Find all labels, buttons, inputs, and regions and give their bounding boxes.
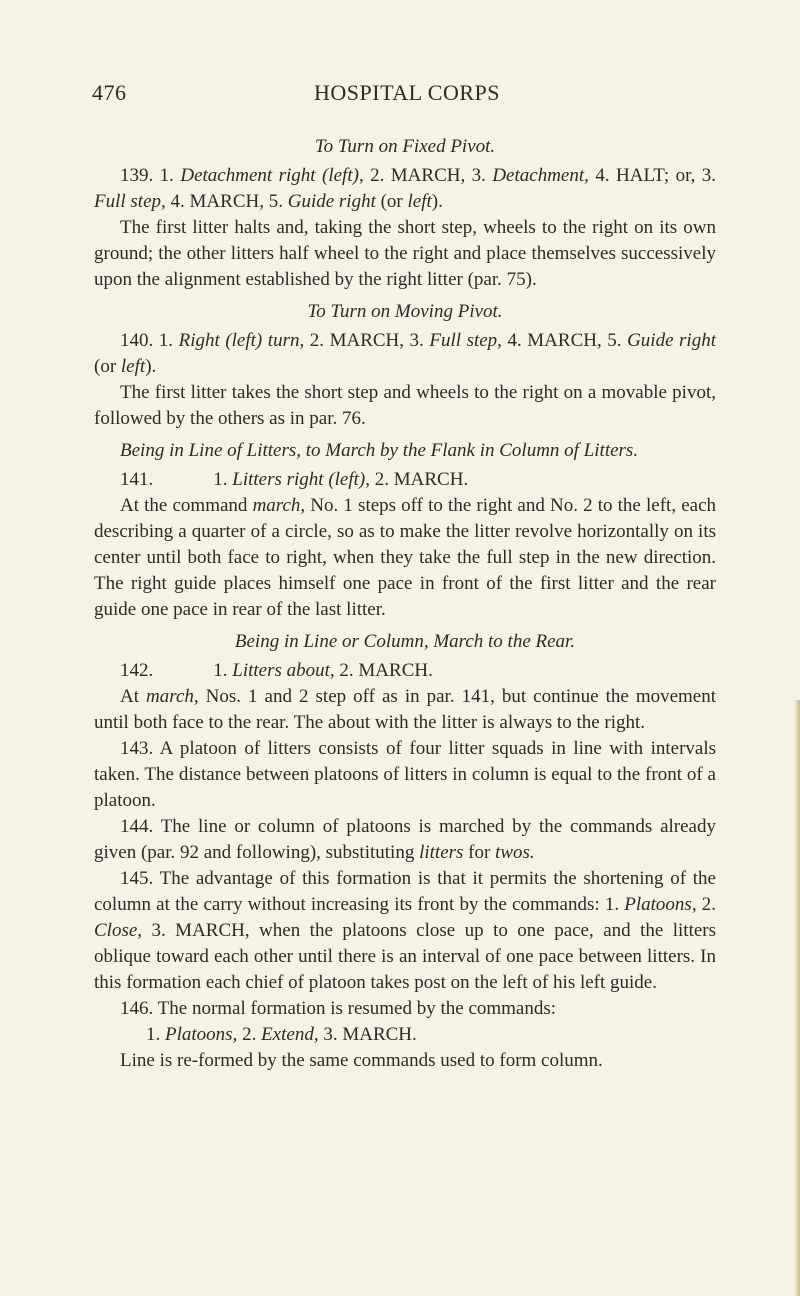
paragraph-144 [94, 814, 716, 866]
paragraph-number: 139. 1. [120, 165, 174, 186]
command-text: Litters about, [232, 660, 335, 681]
command-text: Full step, [429, 330, 502, 351]
heading-flank-column: Being in Line of Litters, to March by the Flank in Column of Litters. [120, 440, 639, 461]
command-text: 4. HALT; or, 3. [595, 165, 717, 186]
body-text: Nos. 1 and 2 step off as in par. 141, but continue the movement until both face to the rear. The about with the litter is always to the right. [94, 686, 717, 733]
paragraph-140-text: The first litter takes the short step and wheels to the right on a movable pivot, followed by the others as in par. 76. [94, 382, 716, 429]
body-text: 3. MARCH, when the platoons close up to one pace, and the litters oblique toward each other until there is an interval of one pace between litters. In this formation each chief of platoon takes post on the left of his left guide. [94, 920, 716, 993]
command-text: Detachment, [492, 165, 589, 186]
heading-fixed-pivot: To Turn on Fixed Pivot. [314, 136, 496, 157]
body-text: litters [419, 842, 464, 863]
paragraph-142-commands [94, 658, 716, 684]
command-text: Guide right [287, 191, 376, 212]
running-head: HOSPITAL CORPS [314, 80, 500, 105]
body-text: Platoons, [624, 894, 697, 915]
command-text: 1. [213, 469, 228, 490]
body-text: At the command [120, 495, 248, 516]
body-text: At [120, 686, 139, 707]
command-text: , 2. MARCH, 3. [358, 165, 486, 186]
command-text: 2. [242, 1024, 257, 1045]
command-text: Detachment right [180, 165, 316, 186]
command-text: 4. MARCH, 5. [170, 191, 283, 212]
command-text: (or [94, 356, 117, 377]
command-text: Right [178, 330, 220, 351]
command-text: left [120, 356, 146, 377]
paragraph-146-commands [94, 1022, 716, 1048]
body-text: 144. The line or column of platoons is marched by the commands already given (par. 92 and following), substituting [94, 816, 716, 863]
body-text: No. 1 steps off to the right and No. 2 to the left, each describing a quarter of a circle, so as to make the litter revolve horizontally on its center until both face to right, when they take the full step in the new direction. The right guide places himself one pace in front of the first litter and the rear guide one pace in rear of the last litter. [94, 495, 717, 620]
command-text: (left) [322, 165, 359, 186]
command-text: left [407, 191, 432, 212]
page-edge [794, 700, 800, 1296]
paragraph-number: 142. [120, 660, 154, 681]
command-text: ). [431, 191, 443, 212]
paragraph-140-commands [94, 328, 716, 380]
command-text: Litters right [232, 469, 324, 490]
paragraph-143: 143. A platoon of litters consists of four litter squads in line with intervals taken. The distance between platoons of litters in column is equal to the front of a platoon. [94, 738, 716, 811]
body-text: for [468, 842, 491, 863]
command-text: Platoons, [165, 1024, 238, 1045]
paragraph-142-text [94, 684, 716, 736]
heading-moving-pivot: To Turn on Moving Pivot. [307, 301, 503, 322]
command-text: 2. MARCH. [339, 660, 433, 681]
paragraph-number: 140. 1. [120, 330, 174, 351]
command-text: 4. MARCH, 5. [507, 330, 622, 351]
body-text: 145. The advantage of this formation is that it permits the shortening of the column at the carry without increasing its front by the commands: 1. [94, 868, 716, 915]
command-text: Extend, [261, 1024, 319, 1045]
paragraph-141-text [94, 493, 716, 623]
heading-march-rear: Being in Line or Column, March to the Rear. [234, 631, 576, 652]
command-text: 1. [146, 1024, 161, 1045]
paragraph-139-text: The first litter halts and, taking the short step, wheels to the right on its own ground; the other litters half wheel to the right and place themselves successively upon the alignment established by the right litter (par. 75). [94, 217, 716, 290]
paragraph-number: 141. [120, 469, 154, 490]
command-text: 2. MARCH, 3. [309, 330, 424, 351]
paragraph-145 [94, 866, 716, 996]
command-text: ). [145, 356, 157, 377]
command-text: 3. MARCH. [323, 1024, 417, 1045]
command-text: , 2. MARCH. [365, 469, 469, 490]
page-number: 476 [92, 80, 127, 105]
command-text: (or [380, 191, 403, 212]
body-text: march, [146, 686, 199, 707]
body-text: Close, [94, 920, 143, 941]
command-text: Full step, [94, 191, 166, 212]
page-header [92, 80, 722, 110]
command-text: Guide right [627, 330, 716, 351]
command-text: 1. [213, 660, 228, 681]
page-body [94, 128, 716, 1074]
body-text: 2. [701, 894, 717, 915]
command-text: (left) [225, 330, 263, 351]
body-text: twos. [495, 842, 535, 863]
command-text: (left) [328, 469, 366, 490]
paragraph-139-commands [94, 163, 716, 215]
command-text: turn, [267, 330, 305, 351]
body-text: march, [252, 495, 306, 516]
paragraph-141-commands [94, 467, 716, 493]
paragraph-146-text: Line is re-formed by the same commands used to form column. [120, 1050, 603, 1071]
paragraph-146: 146. The normal formation is resumed by the commands: [120, 998, 557, 1019]
